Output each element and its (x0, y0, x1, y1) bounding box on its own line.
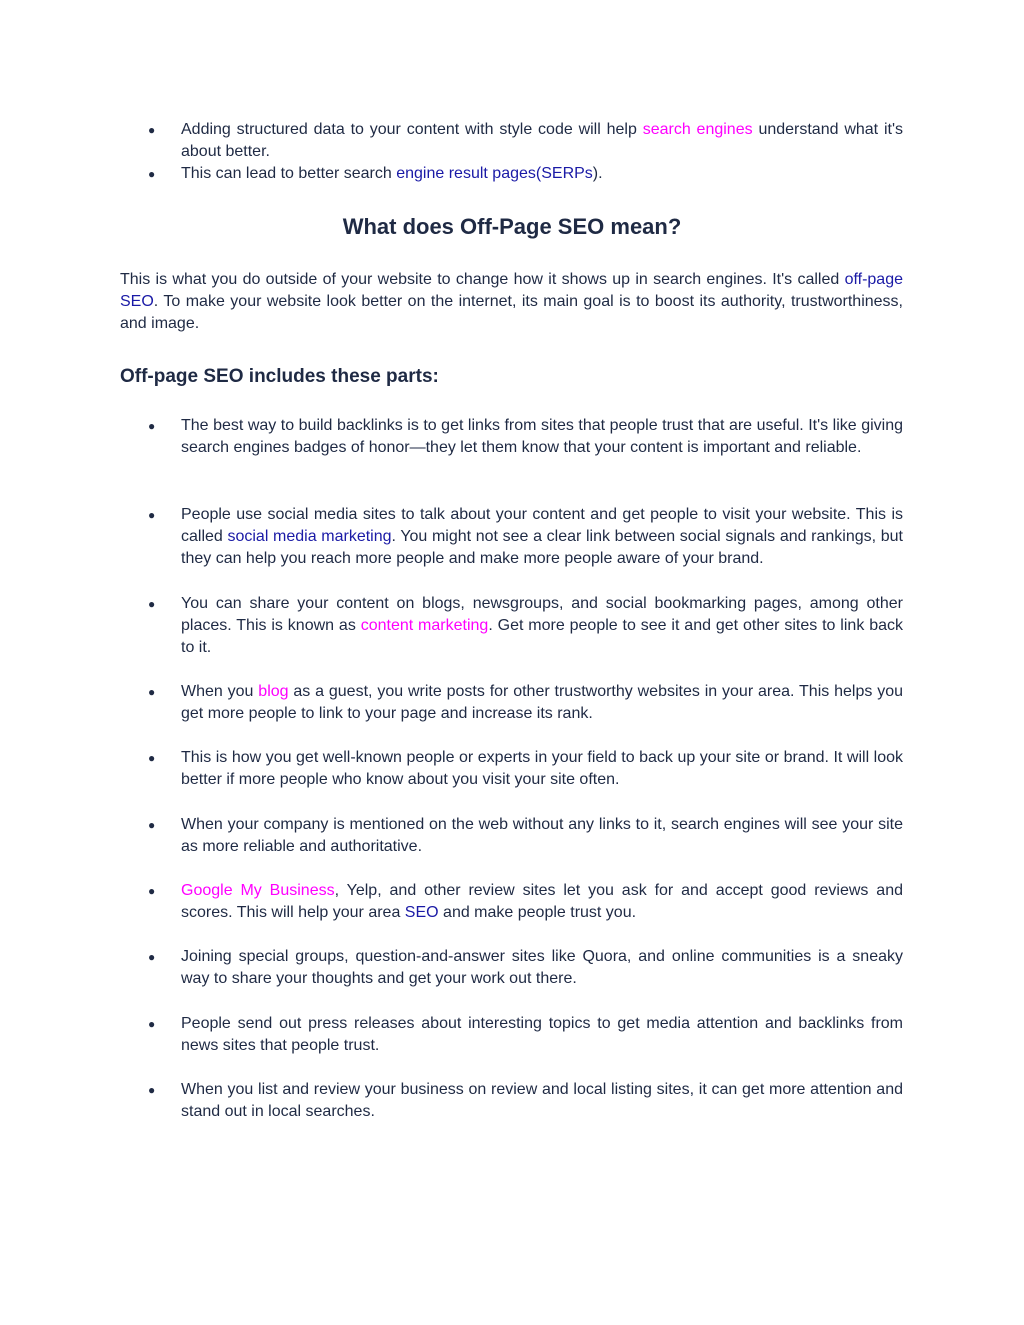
list-item: ● This can lead to better search engine result pages(SERPs). (148, 163, 903, 185)
bullet-icon: ● (148, 123, 156, 137)
list-item: ● People send out press releases about interesting topics to get media attention and backlinks from news sites that people trust. (148, 1015, 903, 1054)
intro-paragraph: This is what you do outside of your website to change how it shows up in search engines. It's called off-page SEO. To make your website look better on the internet, its main goal is to boost its authority, trustworthiness, and image. (120, 271, 903, 332)
bullet-icon: ● (148, 685, 156, 699)
structured-data-list (148, 119, 903, 185)
list-item: ● You can share your content on blogs, newsgroups, and social bookmarking pages, among other places. This is known as content marketing. Get more people to see it and get other sites to link back to it. (148, 595, 903, 656)
bullet-icon: ● (148, 818, 156, 832)
google-my-business-link[interactable]: Google My Business (181, 882, 335, 899)
social-media-marketing-link[interactable]: social media marketing (227, 528, 392, 545)
bullet-icon: ● (148, 950, 156, 964)
bullet-icon: ● (148, 1083, 156, 1097)
content-marketing-link[interactable]: content marketing (360, 617, 489, 634)
search-engines-link[interactable]: search engines (642, 121, 753, 138)
list-item: ● When your company is mentioned on the web without any links to it, search engines will see your site as more reliable and authoritative. (148, 816, 903, 855)
list-item: ● Adding structured data to your content with style code will help search engines understand what it's about better. (148, 121, 904, 160)
off-page-seo-link[interactable]: off-page SEO (120, 271, 903, 310)
page-title: What does Off-Page SEO mean? (342, 214, 682, 239)
bullet-icon: ● (148, 1017, 156, 1031)
blog-link[interactable]: blog (258, 683, 289, 700)
list-item: ● Google My Business, Yelp, and other review sites let you ask for and accept good reviews and scores. This will help your area SEO and make people trust you. (148, 882, 904, 921)
bullet-icon: ● (148, 884, 156, 898)
bullet-icon: ● (148, 419, 156, 433)
off-page-parts-list (148, 415, 903, 1135)
list-item: ● The best way to build backlinks is to get links from sites that people trust that are useful. It's like giving search engines badges of honor—they let them know that your content is important and reliable. (148, 417, 903, 456)
list-item: ● When you blog as a guest, you write posts for other trustworthy websites in your area. This helps you get more people to link to your page and increase its rank. (148, 683, 903, 722)
bullet-icon: ● (148, 751, 156, 765)
bullet-icon: ● (148, 167, 156, 181)
serps-link[interactable]: engine result pages(SERPs (396, 165, 593, 182)
list-item: ● This is how you get well-known people or experts in your field to back up your site or brand. It will look better if more people who know about you visit your site often. (148, 749, 903, 788)
bullet-icon: ● (148, 597, 156, 611)
list-item: ● People use social media sites to talk about your content and get people to visit your website. This is called social media marketing. You might not see a clear link between social signals and rankings, but they can help you reach more people and make more people aware of your brand. (148, 506, 904, 567)
seo-link[interactable]: SEO (404, 904, 439, 921)
bullet-icon: ● (148, 508, 156, 522)
list-item: ● Joining special groups, question-and-answer sites like Quora, and online communities is a sneaky way to share your thoughts and get your work out there. (148, 948, 903, 987)
list-item: ● When you list and review your business on review and local listing sites, it can get more attention and stand out in local searches. (148, 1081, 903, 1120)
section-heading: Off-page SEO includes these parts: (120, 366, 439, 387)
